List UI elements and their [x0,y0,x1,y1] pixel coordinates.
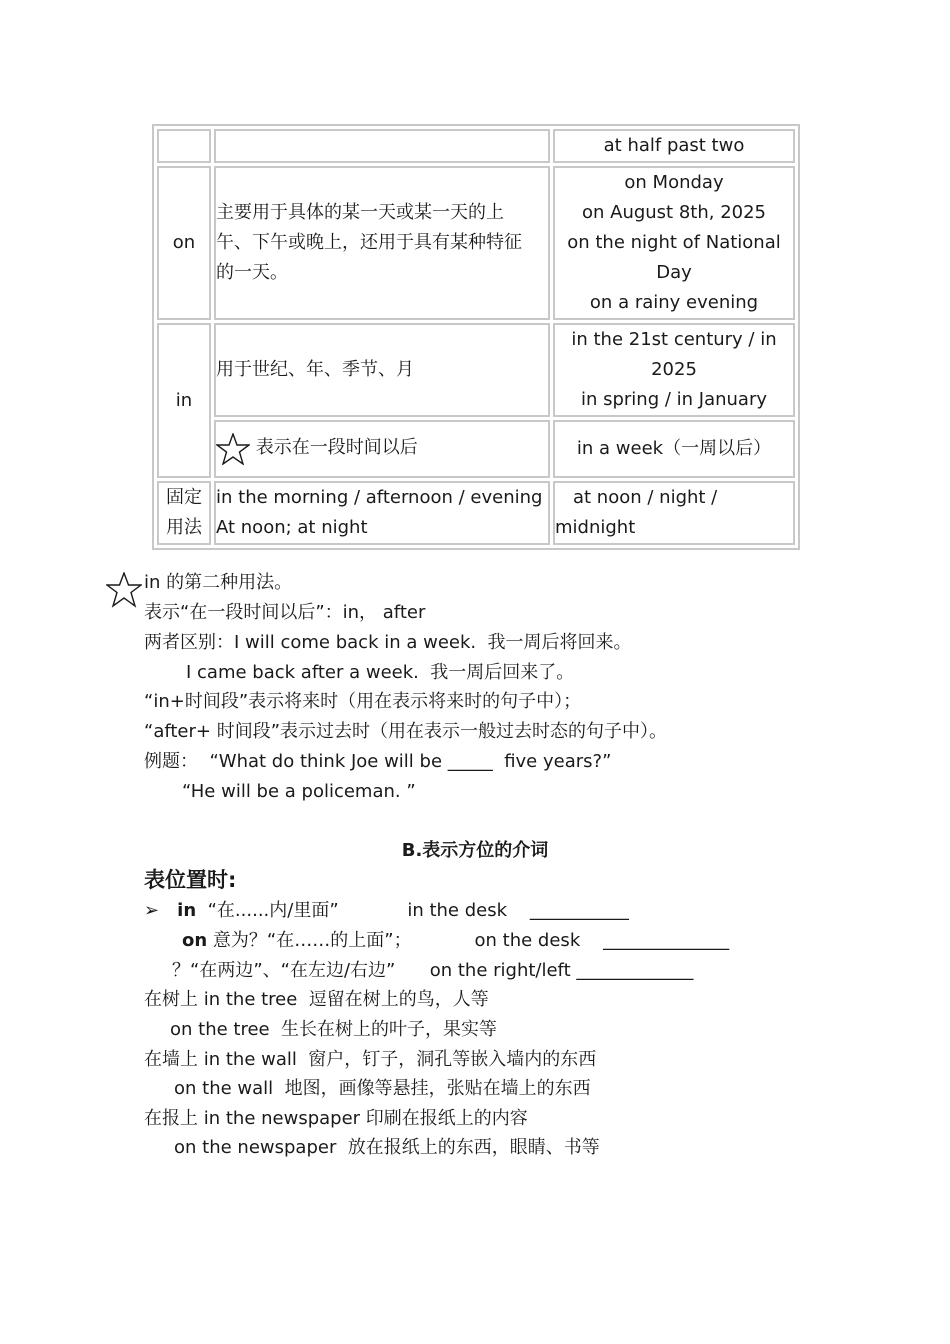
example-line: in the 21st century / in [571,329,777,350]
example-line: on a rainy evening [589,292,759,313]
example-line: in spring / in January [580,389,768,410]
example-line: Day [656,262,692,283]
table-cell-example: at half past two [553,129,795,163]
desc-line: 主要用于具体的某一天或某一天的上 [216,202,504,223]
newspaper-line: on the newspaper 放在报纸上的东西，眼睛、书等 [174,1137,600,1158]
desc-line: 的一天。 [216,262,288,283]
example-question: 例题： “What do think Joe will be _____ five years?” [144,751,612,772]
in-desc: “在......内/里面” [207,900,339,921]
section-b-subtitle: 表位置时: [144,868,237,892]
table-cell-examples-in [553,323,795,417]
table-row [157,129,795,163]
note-line: “in+时间段”表示将来时（用在表示将来时的句子中）； [144,691,582,712]
note-line: 表示“在一段时间以后”：in， after [144,602,426,623]
newspaper-line: 在报上 in the newspaper 印刷在报纸上的内容 [144,1108,528,1129]
desc-line: 午、下午或晚上，还用于具有某种特征 [216,232,522,253]
star-icon [216,433,250,465]
side-desc: ？“在两边”、“在左边/右边” [172,960,396,981]
example-line: on the night of National [567,232,781,253]
desc-line: in the morning / afternoon / evening [216,487,543,508]
wall-line: 在墙上 in the wall 窗户，钉子，洞孔等嵌入墙内的东西 [144,1049,597,1070]
in-example: in the desk ___________ [407,900,629,921]
example-line: on August 8th, 2025 [581,202,767,223]
star-icon [106,572,142,608]
table-cell-desc-fixed [214,481,550,545]
note-line: “after+ 时间段”表示过去时（用在表示一般过去时态的句子中）。 [144,721,668,742]
table-cell-key-fixed [157,481,211,545]
table-cell-key-in: in [157,323,211,478]
table-cell-desc-in-period [214,420,550,478]
preposition-time-table [152,124,800,550]
on-usage-line [182,926,729,956]
example-line: on Monday [624,172,724,193]
on-word: on [182,930,208,951]
tree-line: on the tree 生长在树上的叶子，果实等 [170,1019,498,1040]
table-cell-desc-empty [214,129,550,163]
tree-line: 在树上 in the tree 逗留在树上的鸟，人等 [144,989,489,1010]
table-row-on [157,166,795,320]
table-cell-key-on: on [157,166,211,320]
table-cell-example-fixed [553,481,795,545]
key-line: 用法 [166,517,202,538]
table-cell-key-empty [157,129,211,163]
section-b-title: B.表示方位的介词 [401,840,549,861]
note-line: I came back after a week. 我一周后回来了。 [186,662,575,683]
desc-text: 表示在一段时间以后 [255,437,418,458]
example-line: midnight [555,517,636,538]
example-answer: “He will be a policeman. ” [182,781,416,802]
on-desc: 意为？“在……的上面”； [212,930,412,951]
side-usage-line [172,956,693,986]
note-line: in 的第二种用法。 [144,572,293,593]
note-line: 两者区别：I will come back in a week. 我一周后将回来。 [144,632,632,653]
table-row-in-period [157,420,795,478]
arrow-bullet-icon: ➢ [144,900,160,921]
example-line: 2025 [651,359,697,380]
in-usage-line [144,896,629,926]
in-word: in [177,900,197,921]
key-line: 固定 [166,487,202,508]
table-row-in [157,323,795,417]
side-example: on the right/left _____________ [429,960,694,981]
table-cell-desc-on [214,166,550,320]
on-example: on the desk ______________ [474,930,730,951]
table-cell-examples-on [553,166,795,320]
example-line: at noon / night / [573,487,718,508]
table-cell-example-in-period: in a week（一周以后） [553,420,795,478]
desc-line: At noon; at night [216,517,368,538]
table-cell-desc-in: 用于世纪、年、季节、月 [214,323,550,417]
table-row-fixed [157,481,795,545]
wall-line: on the wall 地图，画像等悬挂，张贴在墙上的东西 [174,1078,591,1099]
